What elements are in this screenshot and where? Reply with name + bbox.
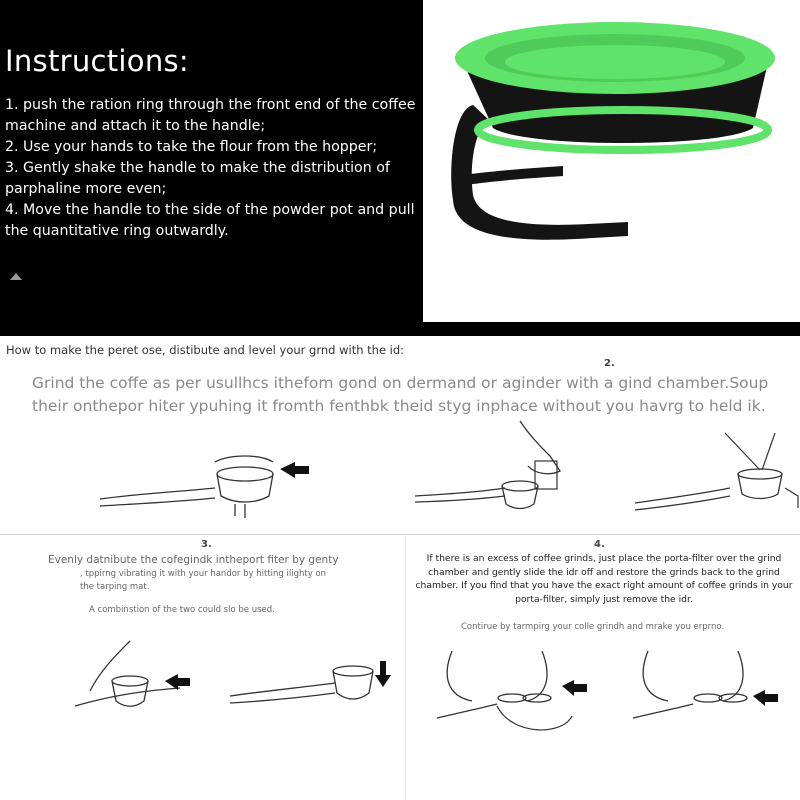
step-3-title: Evenly datnibute the cofegindk intheport fiter by genty — [48, 554, 339, 566]
arrow-down-icon — [375, 661, 391, 687]
product-photo — [423, 0, 800, 322]
tap-handle-illustration — [225, 651, 395, 741]
shake-handle-illustration — [70, 636, 200, 746]
arrow-right-icon — [753, 690, 778, 706]
guide-intro: Grind the coffe as per usullhcs ithefom gond on dermand or aginder with a gind chamber.Soup their onthepor hiter ypuhing it fromth fenthbk theid styg inphace without you havrg to held ik. — [32, 374, 769, 415]
column-divider — [405, 536, 406, 800]
arrow-left-icon — [280, 462, 309, 478]
instruction-step-3: 3. Gently shake the handle to make the distribution of parphaline more even; — [5, 160, 390, 197]
instruction-step-1: 1. push the ration ring through the front end of the coffee machine and attach it to the handle; — [5, 97, 416, 134]
instructions-panel — [0, 0, 800, 336]
remove-ring-illustration — [628, 646, 798, 746]
slide-ring-off-illustration — [432, 646, 592, 756]
grinder-chamber-illustration — [630, 428, 800, 528]
usage-guide — [0, 336, 800, 800]
instruction-step-2: 2. Use your hands to take the flour from the hopper; — [5, 139, 378, 155]
instructions-list — [5, 95, 420, 242]
section-divider — [0, 534, 800, 535]
step-3-note: A combinstion of the two could slo be used. — [89, 605, 275, 615]
arrow-left-icon — [165, 674, 190, 690]
step-2-number: 2. — [604, 358, 615, 369]
decorative-mark-icon — [8, 270, 24, 282]
instructions-title: Instructions: — [5, 44, 189, 78]
step-3-detail: , tppirng vibrating it with your handor by hitting ilighty on the tarping mat. — [80, 569, 327, 592]
step-4-number: 4. — [594, 539, 605, 550]
guide-heading: How to make the peret ose, distibute and level your grnd with the id: — [6, 343, 405, 357]
instruction-step-4: 4. Move the handle to the side of the powder pot and pull the quantitative ring outwardly. — [5, 202, 415, 239]
step-3-number: 3. — [201, 539, 212, 550]
step-4-text: If there is an excess of coffee grinds, just place the porta-filter over the grind chamber and gently slide the idr off and restore the grinds back to the grind chamber. If you find that you have the exact right amount of coffee grinds in your porta-filter, simply just remove the idr. — [415, 553, 793, 605]
dosing-ring-image — [423, 0, 800, 322]
dose-grinds-illustration — [410, 416, 580, 526]
step-4-note: Contirue by tarmpirg your colle grindh and mrake you erprno. — [461, 622, 725, 632]
arrow-right-icon — [562, 680, 587, 696]
attach-ring-illustration — [95, 444, 310, 524]
